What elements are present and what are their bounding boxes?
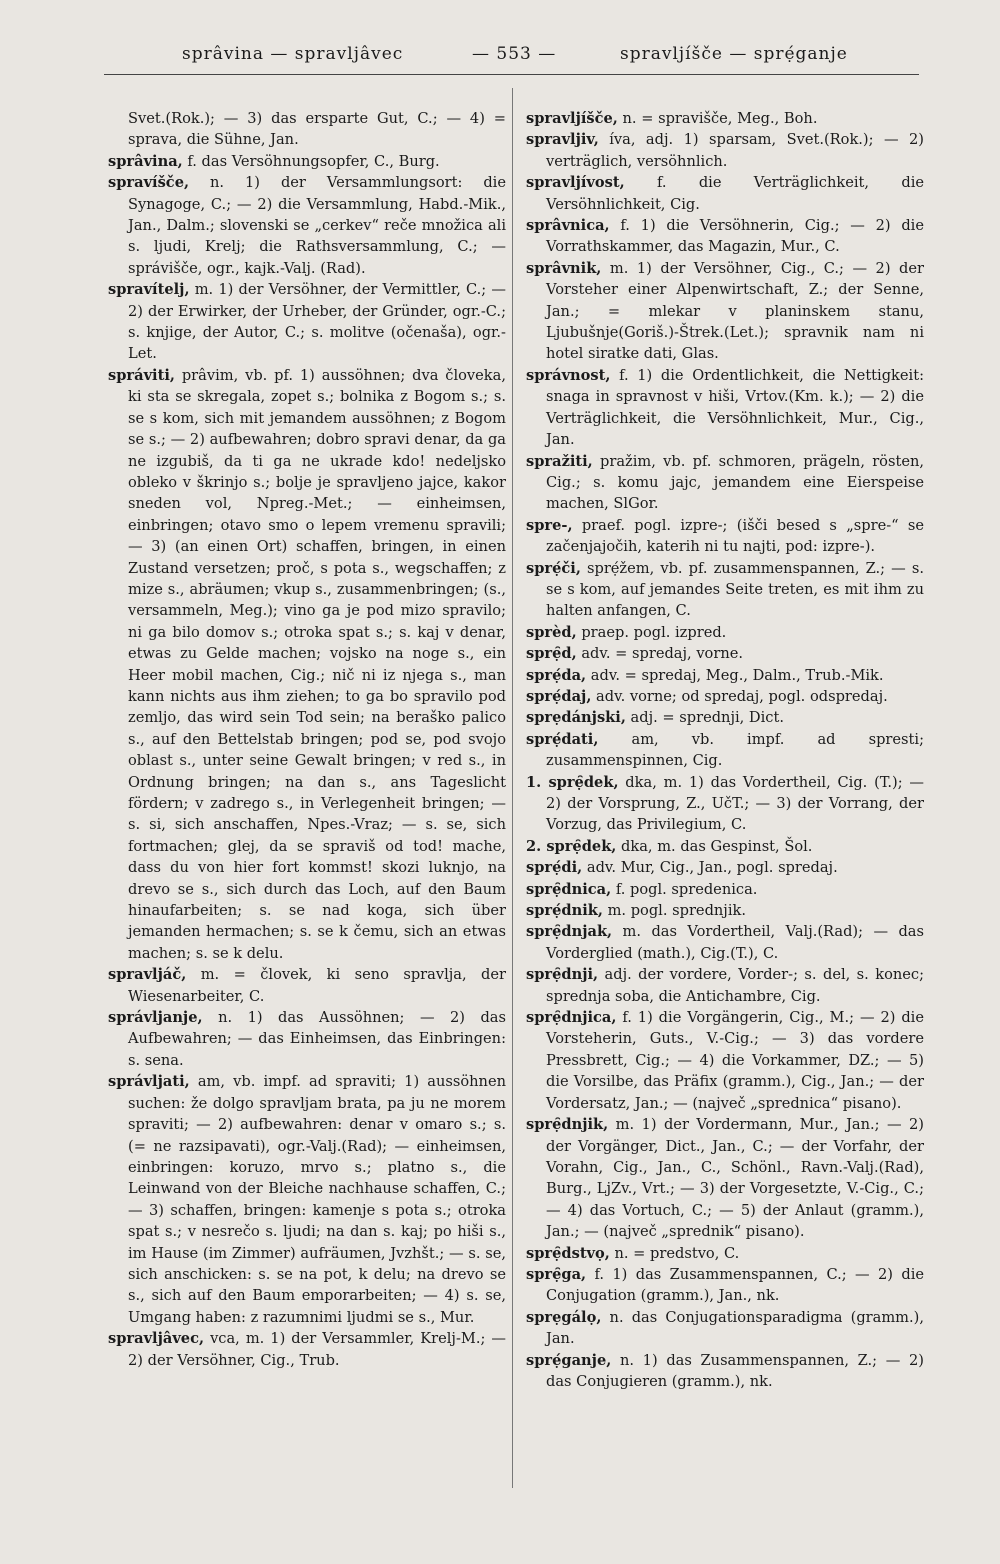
dictionary-entry <box>526 1243 924 1264</box>
dictionary-entry <box>526 365 924 451</box>
dictionary-entry <box>526 707 924 728</box>
entry-headword: sprâvina, <box>108 152 183 170</box>
entry-definition: n. = predstvo, C. <box>609 1244 740 1262</box>
right-column <box>526 108 924 1392</box>
entry-headword: sprèd, <box>526 623 577 641</box>
dictionary-entry <box>108 279 506 365</box>
dictionary-entry <box>526 1264 924 1307</box>
entry-headword: spravljívost, <box>526 174 625 192</box>
header-left-guide-words: sprâvina — spravljâvec <box>182 44 404 64</box>
dictionary-entry <box>526 1350 924 1393</box>
entry-headword: správljanje, <box>108 1009 203 1027</box>
entry-headword: sprẹ́dati, <box>526 730 599 748</box>
entry-definition: n. 1) das Zusammenspannen, Z.; — 2) das Conjugieren (gramm.), nk. <box>546 1351 924 1390</box>
entry-definition: sprẹ́žem, vb. pf. zusammenspannen, Z.; — s. se s kom, auf jemandes Seite treten, es mit ihm zu halten anfangen, C. <box>546 559 924 620</box>
entry-headword: správiti, <box>108 366 175 384</box>
dictionary-entry <box>526 879 924 900</box>
dictionary-entry <box>526 451 924 515</box>
dictionary-entry <box>526 964 924 1007</box>
entry-definition: n. das Conjugationsparadigma (gramm.), Jan. <box>546 1308 924 1348</box>
entry-headword: sprẹ̑dnji, <box>526 966 599 984</box>
entry-headword: sprẹ́či, <box>526 559 581 577</box>
entry-headword: spravljáč, <box>108 966 187 984</box>
entry-definition: n. = spravišče, Meg., Boh. <box>617 110 818 127</box>
dictionary-entry <box>526 258 924 365</box>
header-rule <box>104 74 919 75</box>
dictionary-entry <box>526 921 924 964</box>
entry-headword: spravljâvec, <box>108 1330 205 1348</box>
entry-definition: dka, m. 1) das Vordertheil, Cig. (T.); — 2) der Vorsprung, Z., UčT.; — 3) der Vorrang, der Vorzug, das Privilegium, C. <box>546 773 924 834</box>
entry-definition: m. = človek, ki seno spravlja, der Wiesenarbeiter, C. <box>128 966 506 1005</box>
dictionary-entry <box>526 729 924 772</box>
entry-definition: f. die Verträglichkeit, die Versöhnlichkeit, Cig. <box>546 174 924 213</box>
entry-headword: spražiti, <box>526 452 593 470</box>
entry-definition: prâvim, vb. pf. 1) aussöhnen; dva človeka, ki sta se skregala, zopet s.; bolnika z Bogom s.; s. se s kom, sich mit jemandem aussöhnen; z Bogom se s.; — 2) aufbewahren; dobro spravi denar, da ga ne izgubiš, da ti ga ne ukrade kdo! nedeljsko obleko v škrinjo s.; bolje je spravljeno jajce, kakor sneden vol, Npreg.-Met.; — einheimsen, einbringen; otavo smo o lepem vremenu spravili; — 3) (an einen Ort) schaffen, bringen, in einen Zustand versetzen; proč, s pota s., wegschaffen; z mize s., abräumen; vkup s., zusammenbringen; (s., versammeln, Meg.); vino ga je pod mizo spravilo; ni ga bilo domov s.; otroka spat s.; s. kaj v denar, etwas zu Gelde machen; vojsko na noge s., ein Heer mobil machen, Cig.; nič ni iz njega s., man kann nichts aus ihm ziehen; to ga bo spravilo pod zemljo, das wird sein Tod sein; na beraško palico s., auf den Bettelstab bringen; pod se, pod svojo oblast s., unter seine Gewalt bringen; v red s., in Ordnung bringen; na dan s., ans Tageslicht fördern; v zadrego s., in Verlegenheit bringen; — s. si, sich anschaffen, Npes.-Vraz; — s. se, sich fortmachen; glej, da se spraviš od tod! mache, dass du von hier fort kommst! skozi luknjo, na drevo se s., sich durch das Loch, auf den Baum hinaufarbeiten; s. se nad koga, sich über jemanden hermachen; s. se k čemu, sich an etwas machen; s. se k delu. <box>128 366 506 962</box>
dictionary-entry <box>526 622 924 643</box>
dictionary-entry <box>526 643 924 664</box>
entry-headword: sprẹ̑dnica, <box>526 880 612 898</box>
entry-definition: adj. = sprednji, Dict. <box>625 709 784 727</box>
entry-definition: adv. Mur, Cig., Jan., pogl. spredaj. <box>582 859 838 877</box>
entry-definition: adv. vorne; od spredaj, pogl. odspredaj. <box>591 687 888 705</box>
entry-definition: m. das Vordertheil, Valj.(Rad); — das Vorderglied (math.), Cig.(T.), C. <box>546 923 924 962</box>
entry-definition: dka, m. das Gespinst, Šol. <box>616 837 813 855</box>
header-right-guide-words: spravljíšče — sprẹ́ganje <box>620 44 848 64</box>
entry-definition: f. pogl. spredenica. <box>611 880 758 898</box>
dictionary-entry <box>526 772 924 836</box>
entry-headword: sprâvnica, <box>526 217 610 235</box>
entry-headword: sprâvnik, <box>526 259 602 277</box>
entry-definition: pražim, vb. pf. schmoren, prägeln, rösten, Cig.; s. komu jajc, jemandem eine Eierspeise machen, SlGor. <box>546 452 924 513</box>
dictionary-entry <box>108 1071 506 1328</box>
dictionary-entry <box>108 964 506 1007</box>
entry-headword: sprẹgálọ, <box>526 1308 602 1326</box>
entry-headword: sprẹ́daj, <box>526 687 592 705</box>
entry-headword: správljati, <box>108 1073 190 1091</box>
dictionary-entry <box>526 857 924 878</box>
page-number: — 553 — <box>472 44 557 64</box>
dictionary-entry <box>108 172 506 279</box>
entry-headword: sprẹ̑dstvọ, <box>526 1244 610 1262</box>
entry-headword: sprẹ́di, <box>526 859 583 877</box>
entry-headword: sprẹ́da, <box>526 666 587 684</box>
entry-definition: f. 1) die Vorgängerin, Cig., M.; — 2) die Vorsteherin, Guts., V.-Cig.; — 3) das vordere Pressbrett, Cig.; — 4) die Vorkammer, DZ.; — 5) die Vorsilbe, das Präfix (gramm.), Cig., Jan.; — der Vordersatz, Jan.; — (največ „sprednica“ pisano). <box>546 1009 924 1112</box>
dictionary-entry <box>526 665 924 686</box>
entry-definition: m. 1) der Vordermann, Mur., Jan.; — 2) der Vorgänger, Dict., Jan., C.; — der Vorfahr, der Vorahn, Cig., Jan., C., Schönl., Ravn.-Valj.(Rad), Burg., LjZv., Vrt.; — 3) der Vorgesetzte, V.-Cig., C.; — 4) das Vortuch, C.; — 5) der Anlaut (gramm.), Jan.; — (največ „sprednik“ pisano). <box>546 1116 924 1241</box>
entry-definition: praep. pogl. izpred. <box>576 623 727 641</box>
entry-headword: spravítelj, <box>108 281 190 299</box>
entry-headword: sprẹ̑dnjik, <box>526 1116 609 1134</box>
entry-headword: sprẹ̑dnjak, <box>526 923 613 941</box>
dictionary-entry <box>526 836 924 857</box>
entry-headword: spravíšče, <box>108 174 190 192</box>
dictionary-entry <box>526 900 924 921</box>
entry-definition: adv. = spredaj, Meg., Dalm., Trub.-Mik. <box>586 666 884 684</box>
entry-definition: adj. der vordere, Vorder-; s. del, s. konec; sprednja soba, die Antichambre, Cig. <box>546 966 924 1005</box>
dictionary-entry <box>526 129 924 172</box>
entry-headword: spravljiv, <box>526 131 599 149</box>
left-column <box>108 108 506 1371</box>
dictionary-entry <box>108 108 506 151</box>
entry-headword: spre-, <box>526 516 573 534</box>
entry-definition: am, vb. impf. ad spresti; zusammenspinnen, Cig. <box>546 730 924 770</box>
entry-headword: sprẹ̑dnjica, <box>526 1009 617 1027</box>
dictionary-entry <box>526 108 924 129</box>
dictionary-entry <box>108 151 506 172</box>
entry-definition: n. 1) der Versammlungsort: die Synagoge, C.; — 2) die Versammlung, Habd.-Mik., Jan., Dalm.; slovenski se „cerkev“ reče množica ali s. ljudi, Krelj; die Rathsversammlung, C.; — správišče, ogr., kajk.-Valj. (Rad). <box>128 174 506 277</box>
dictionary-entry <box>526 686 924 707</box>
entry-definition: íva, adj. 1) sparsam, Svet.(Rok.); — 2) verträglich, versöhnlich. <box>546 131 924 170</box>
dictionary-entry <box>108 1328 506 1371</box>
column-divider <box>512 88 513 1488</box>
entry-headword: sprẹ̑d, <box>526 645 577 663</box>
entry-definition: f. das Versöhnungsopfer, C., Burg. <box>182 152 440 170</box>
dictionary-entry <box>526 1114 924 1242</box>
dictionary-entry <box>526 1007 924 1114</box>
entry-headword: sprẹ́ganje, <box>526 1351 612 1369</box>
entry-definition: m. 1) der Versöhner, der Vermittler, C.; — 2) der Erwirker, der Urheber, der Gründer, ogr.-C.; s. knjige, der Autor, C.; s. molitve (očenaša), ogr.-Let. <box>128 281 506 363</box>
dictionary-entry <box>526 215 924 258</box>
entry-headword: 2. sprẹ̑dek, <box>526 837 617 855</box>
entry-headword: sprẹ́dnik, <box>526 902 603 920</box>
entry-definition: m. pogl. sprednjik. <box>602 902 746 920</box>
dictionary-entry <box>526 1307 924 1350</box>
dictionary-entry <box>108 365 506 964</box>
dictionary-entry <box>526 515 924 558</box>
entry-definition: Svet.(Rok.); — 3) das ersparte Gut, C.; — 4) = sprava, die Sühne, Jan. <box>128 110 506 149</box>
entry-definition: f. 1) die Versöhnerin, Cig.; — 2) die Vorrathskammer, das Magazin, Mur., C. <box>546 217 924 256</box>
entry-definition: n. 1) das Aussöhnen; — 2) das Aufbewahren; — das Einheimsen, das Einbringen: s. sena. <box>128 1009 506 1069</box>
entry-headword: sprẹdánjski, <box>526 709 626 727</box>
dictionary-entry <box>526 172 924 215</box>
entry-definition: m. 1) der Versöhner, Cig., C.; — 2) der Vorsteher einer Alpenwirtschaft, Z.; der Senne, Jan.; = mlekar v planinskem stanu, Ljubušnje(Goriš.)-Štrek.(Let.); spravnik nam ni hotel siratke dati, Glas. <box>546 259 924 363</box>
entry-headword: sprẹ̑ga, <box>526 1265 587 1283</box>
page-header <box>0 36 1000 66</box>
entry-definition: f. 1) das Zusammenspannen, C.; — 2) die Conjugation (gramm.), Jan., nk. <box>546 1265 924 1305</box>
entry-definition: adv. = spredaj, vorne. <box>576 645 743 663</box>
entry-definition: am, vb. impf. ad spraviti; 1) aussöhnen suchen: že dolgo spravljam brata, pa ju ne morem spraviti; — 2) aufbewahren: denar v omaro s.; s. (= ne razsipavati), ogr.-Valj.(Rad); — einheimsen, einbringen: koruzo, mrvo s.; platno s., die Leinwand von der Bleiche nachhause schaffen, C.; — 3) schaffen, bringen: kamenje s pota s.; otroka spat s.; v nesrečo s. ljudi; na dan s. kaj; po hiši s., im Hause (im Zimmer) aufräumen, Jvzhšt.; — s. se, sich anschicken: s. se na pot, k delu; na drevo se s., sich auf den Baum emporarbeiten; — 4) s. se, Umgang haben: z razumnimi ljudmi se s., Mur. <box>128 1073 506 1326</box>
dictionary-entry <box>526 558 924 622</box>
entry-definition: praef. pogl. izpre-; (išči besed s „spre-“ se začenjajočih, katerih ni tu najti, pod: izpre-). <box>546 516 924 556</box>
entry-definition: f. 1) die Ordentlichkeit, die Nettigkeit: snaga in spravnost v hiši, Vrtov.(Km. k.); — 2) die Verträglichkeit, die Versöhnlichkeit, Mur., Cig., Jan. <box>546 366 924 449</box>
entry-headword: 1. sprẹ̑dek, <box>526 773 619 791</box>
entry-definition: vca, m. 1) der Versammler, Krelj-M.; — 2) der Versöhner, Cig., Trub. <box>128 1330 506 1369</box>
entry-headword: správnost, <box>526 366 611 384</box>
entry-headword: spravljíšče, <box>526 110 618 127</box>
dictionary-entry <box>108 1007 506 1071</box>
